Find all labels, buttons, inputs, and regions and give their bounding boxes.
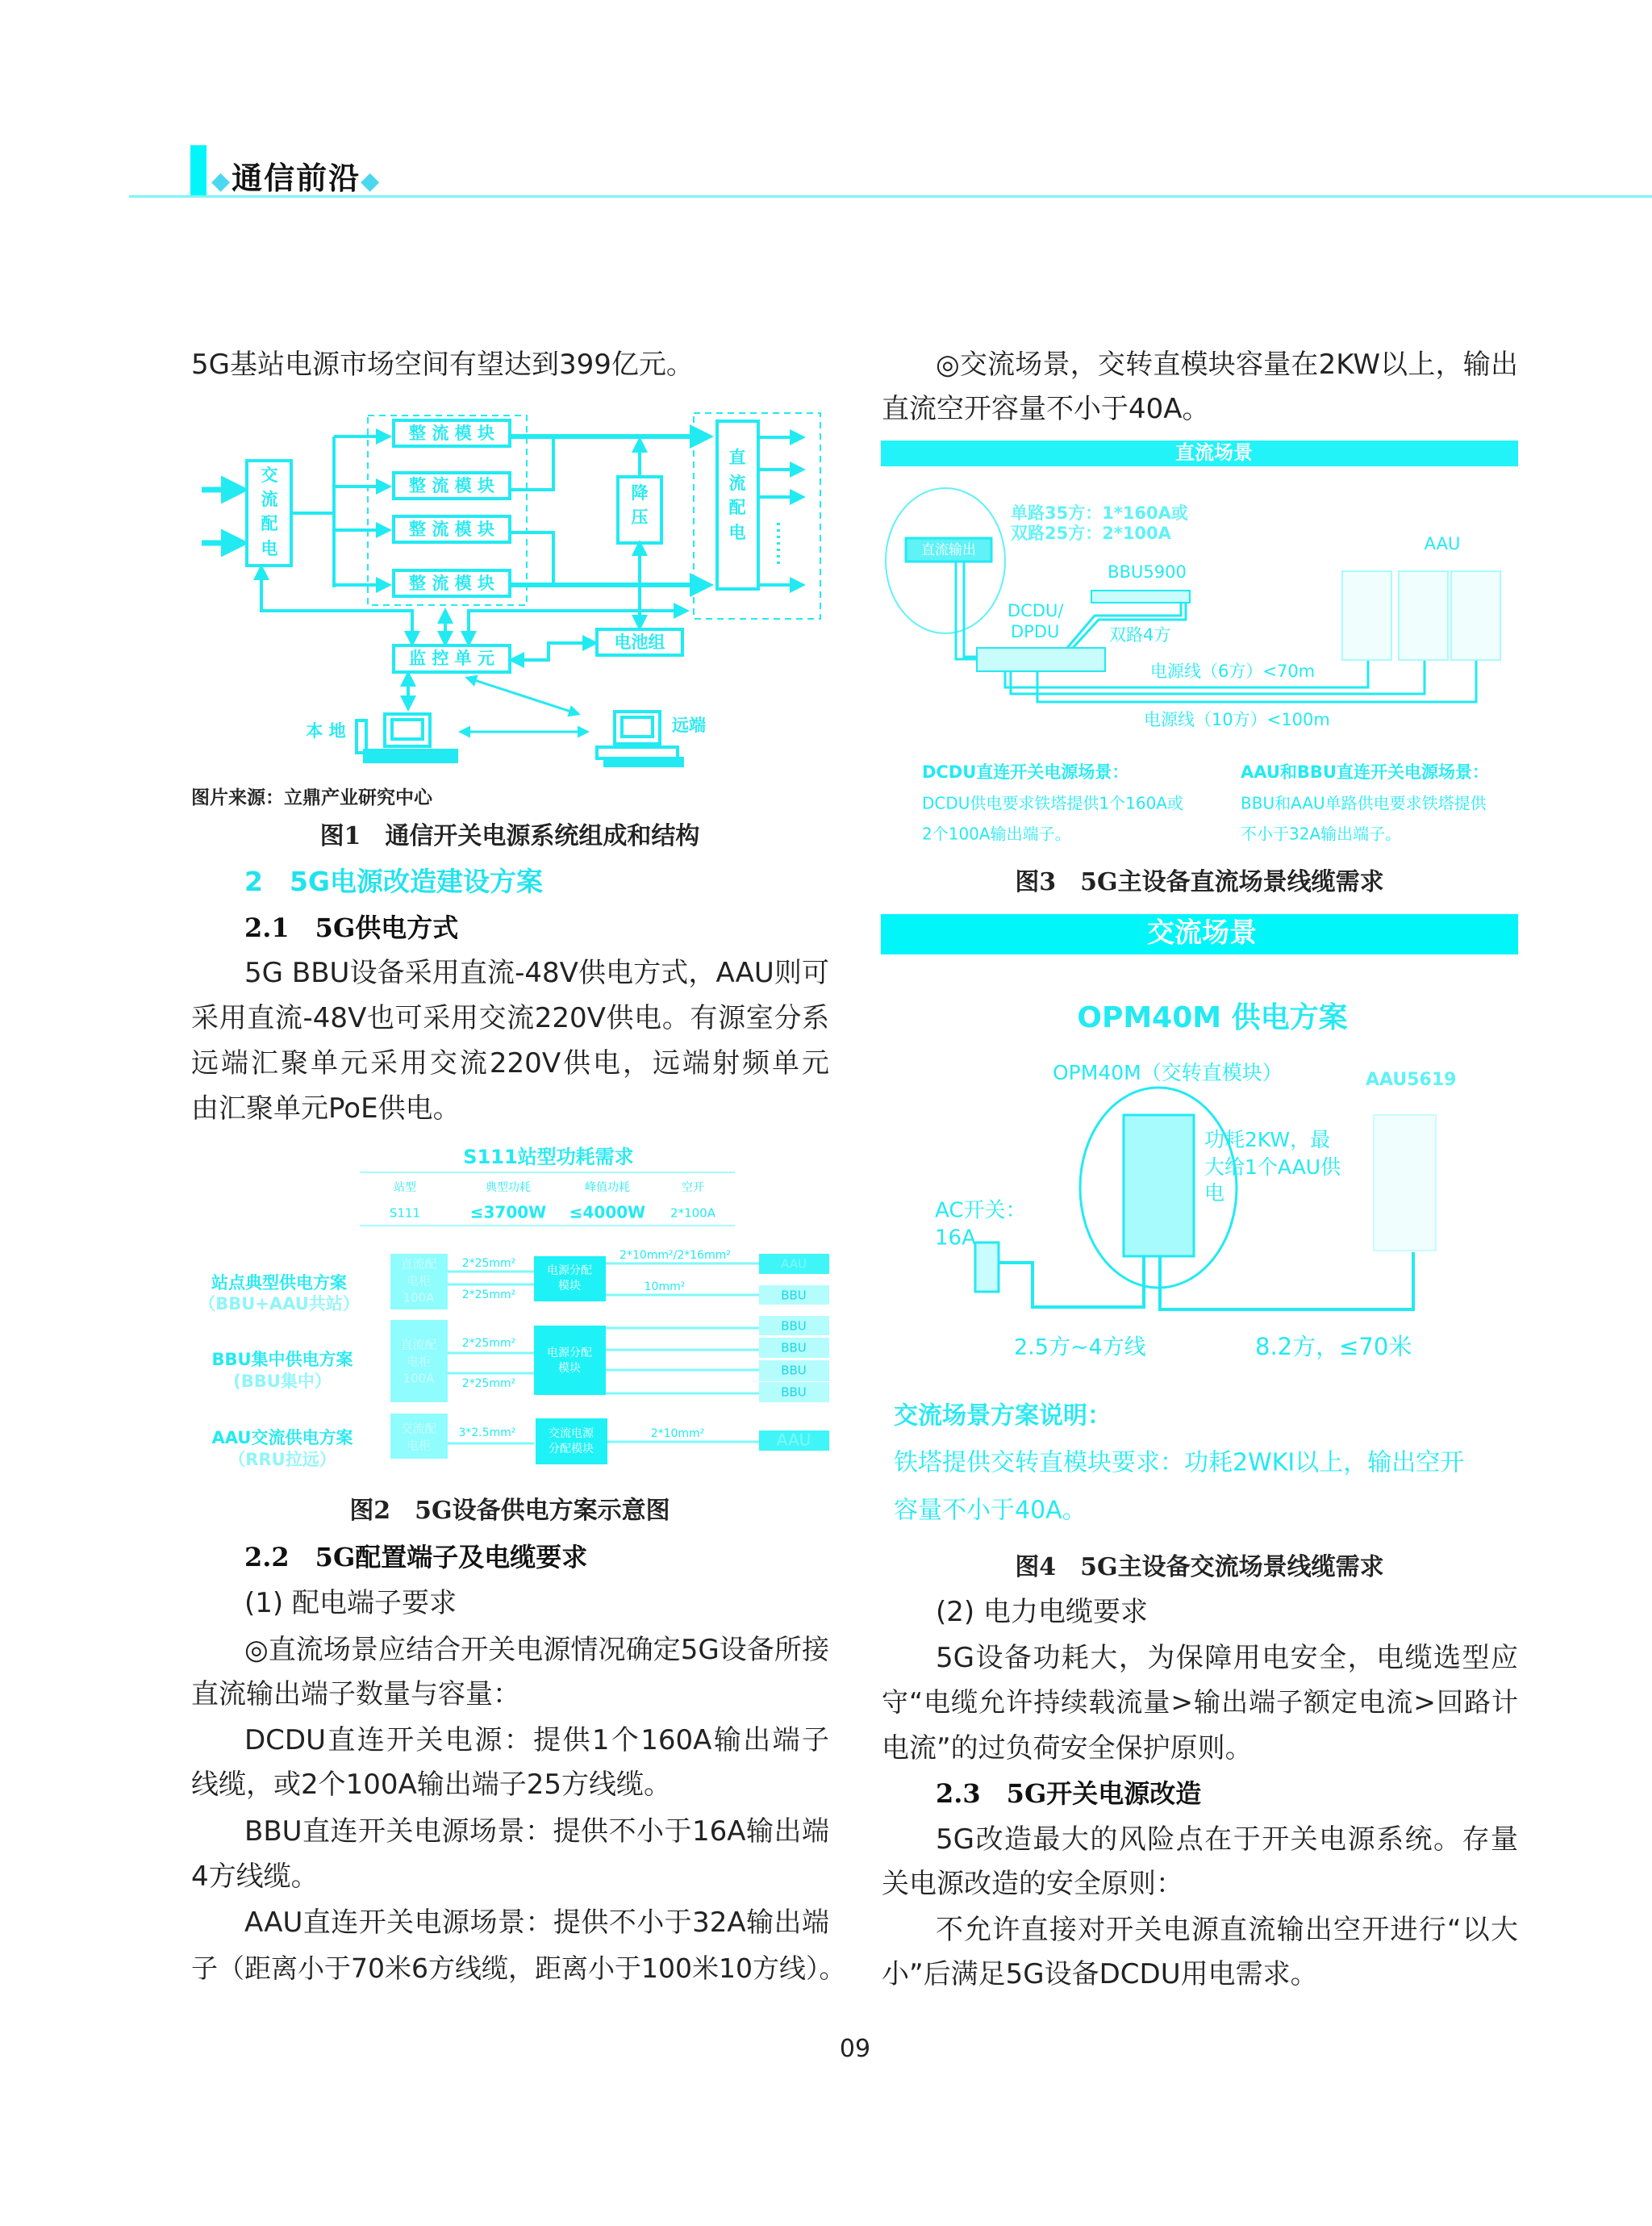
cable-spec: 2*25mm² — [461, 1257, 516, 1270]
ac-label: 电 — [261, 539, 278, 558]
cabinet-label: 100A — [403, 1290, 435, 1305]
paragraph-line: 由汇聚单元PoE供电。 — [191, 1092, 461, 1125]
figure4-diagram — [881, 914, 1518, 1309]
power-note: 大给1个AAU供 — [1204, 1155, 1341, 1179]
cable-spec: 2*10mm²/2*16mm² — [620, 1249, 731, 1262]
paragraph-line: 子（距离小于70米6方线缆，距离小于100米10方线）。 — [191, 1952, 846, 1984]
cable-spec: 2*25mm² — [461, 1288, 516, 1301]
ac-distribution-module — [536, 1418, 607, 1464]
ac-desc-title: 交流场景方案说明： — [894, 1401, 1112, 1430]
table-cell: S111 — [389, 1205, 421, 1221]
aau-device — [1451, 571, 1500, 660]
module-label: 模块 — [558, 1362, 581, 1375]
local-computer-icon — [357, 714, 457, 762]
cabinet-label: 直流配 — [400, 1337, 437, 1352]
rectifier-label: 整 流 模 块 — [409, 520, 494, 539]
cable-left-label: 2.5方~4方线 — [1014, 1334, 1146, 1360]
bbu-device — [1091, 591, 1190, 603]
figure2-caption: 图2 5G设备供电方案示意图 — [349, 1497, 670, 1525]
battery-label: 电池组 — [614, 633, 665, 652]
paragraph-line: 电流”的过负荷安全保护原则。 — [882, 1732, 1253, 1765]
module-label: 模块 — [558, 1280, 581, 1293]
aau-label: AAU — [1424, 534, 1461, 553]
table-header: 峰值功耗 — [585, 1181, 630, 1194]
paragraph-line: 直流空开容量不小于40A。 — [882, 393, 1210, 425]
cabinet-label: 电柜 — [406, 1438, 432, 1453]
dc-label: 直 — [728, 448, 746, 467]
local-label: 本 地 — [306, 721, 346, 741]
rectifier-label: 整 流 模 块 — [409, 424, 494, 443]
figure1-diagram — [202, 413, 820, 766]
dc-label: 流 — [728, 474, 746, 493]
target-label: BBU — [781, 1318, 807, 1334]
cable-spec: 2*10mm² — [650, 1427, 705, 1440]
figure2-labels — [198, 1146, 811, 1469]
diamond-icon: ◆ — [361, 167, 382, 195]
table-cell: ≤3700W — [469, 1202, 547, 1222]
cable10-label: 电源线（10方）<100m — [1144, 710, 1330, 729]
step-down-label: 降 — [631, 483, 649, 503]
table-cell: ≤4000W — [569, 1202, 646, 1222]
cable-right-label: 8.2方，≤70米 — [1255, 1333, 1412, 1360]
paragraph-line: 守“电缆允许持续载流量>输出端子额定电流>回路计 — [882, 1686, 1518, 1718]
paragraph-line: 5G设备功耗大，为保障用电安全，电缆选型应 — [936, 1642, 1518, 1674]
aau-device — [1399, 571, 1448, 660]
target-label: AAU — [781, 1256, 807, 1272]
paragraph-line: 5G改造最大的风险点在于开关电源系统。存量 — [936, 1823, 1518, 1856]
opm40m-title: OPM40M 供电方案 — [1077, 1001, 1348, 1034]
diamond-icon: ◆ — [211, 167, 232, 195]
dual-cable-label: 双路4方 — [1109, 625, 1171, 645]
paragraph-line: 4方线缆。 — [191, 1861, 319, 1893]
dcdu-note-line: 2个100A输出端子。 — [922, 824, 1071, 844]
cable-spec: 2*25mm² — [461, 1337, 516, 1350]
figure3-caption: 图3 5G主设备直流场景线缆需求 — [1015, 868, 1384, 896]
module-label: OPM40M（交转直模块） — [1053, 1061, 1283, 1084]
dc-scene-title: 直流场景 — [1175, 441, 1253, 464]
scheme-sub: （BBU+AAU共站） — [198, 1294, 360, 1313]
aau-bbu-note-line: 不小于32A输出端子。 — [1241, 824, 1402, 844]
module-label: 交流电源 — [549, 1427, 594, 1440]
spec-line: 双路25方：2*100A — [1011, 524, 1171, 543]
ac-switch-label: AC开关： — [935, 1198, 1027, 1223]
aau-label: AAU5619 — [1366, 1070, 1457, 1090]
ac-switch — [975, 1242, 999, 1292]
cabinet-label: 交流配 — [400, 1421, 437, 1436]
module-label: 电源分配 — [547, 1264, 592, 1277]
cable-spec: 2*25mm² — [461, 1377, 516, 1390]
figure2-title: S111站型功耗需求 — [463, 1146, 634, 1168]
step-down-label: 压 — [631, 507, 649, 527]
scheme-name: 站点典型供电方案 — [211, 1273, 347, 1293]
paragraph-line: 线缆，或2个100A输出端子25方线缆。 — [191, 1769, 672, 1801]
aau-bbu-note-line: BBU和AAU单路供电要求铁塔提供 — [1241, 793, 1487, 813]
subsection2-title: (2) 电力电缆要求 — [936, 1596, 1148, 1628]
scheme-sub: (BBU集中） — [233, 1372, 332, 1391]
ac-label: 交 — [261, 466, 278, 485]
paragraph-line: 不允许直接对开关电源直流输出空开进行“以大 — [936, 1914, 1518, 1946]
rectifier-label: 整 流 模 块 — [409, 476, 494, 495]
ac-desc-line: 铁塔提供交转直模块要求：功耗2WKI以上，输出空开 — [894, 1448, 1465, 1477]
scheme-name: BBU集中供电方案 — [211, 1350, 353, 1369]
cabinet-label: 电柜 — [406, 1354, 432, 1369]
monitor-label: 监 控 单 元 — [409, 649, 494, 668]
cable-spec: 3*2.5mm² — [458, 1426, 516, 1439]
target-label: AAU — [776, 1430, 811, 1450]
target-label: BBU — [781, 1363, 807, 1378]
paragraph-line: AAU直连开关电源场景：提供不小于32A输出端 — [244, 1907, 829, 1939]
ac-label: 流 — [261, 490, 278, 509]
aau-bbu-note-title: AAU和BBU直连开关电源场景： — [1241, 762, 1489, 782]
opm40m-module — [1124, 1115, 1194, 1256]
scheme-name: AAU交流供电方案 — [211, 1428, 353, 1447]
remote-computer-icon — [597, 712, 682, 766]
paragraph-line: DCDU直连开关电源：提供1个160A输出端子 — [244, 1724, 829, 1756]
bbu-label: BBU5900 — [1108, 562, 1187, 582]
dcdu-label: DCDU/ — [1007, 601, 1064, 620]
paragraph-line: 关电源改造的安全原则： — [882, 1868, 1183, 1900]
paragraph-line: 小”后满足5G设备DCDU用电需求。 — [882, 1958, 1318, 1990]
table-header: 典型功耗 — [486, 1181, 531, 1194]
paragraph-line: 5G BBU设备采用直流-48V供电方式，AAU则可 — [244, 957, 829, 989]
power-note: 电 — [1204, 1181, 1225, 1205]
intro-line: 5G基站电源市场空间有望达到399亿元。 — [191, 349, 694, 381]
dcdu-device — [977, 648, 1105, 671]
target-label: BBU — [781, 1340, 807, 1355]
table-cell: 2*100A — [670, 1205, 715, 1221]
paragraph-line: 远端汇聚单元采用交流220V供电，远端射频单元 — [191, 1047, 829, 1080]
cabinet-label: 100A — [403, 1371, 435, 1386]
paragraph-line: ◎交流场景，交转直模块容量在2KW以上，输出 — [936, 349, 1518, 381]
paragraph-line: 直流输出端子数量与容量： — [191, 1678, 520, 1710]
figure1-source: 图片来源：立鼎产业研究中心 — [191, 787, 432, 808]
cable6-label: 电源线（6方）<70m — [1150, 662, 1316, 681]
dcdu-note-line: DCDU供电要求铁塔提供1个160A或 — [922, 793, 1183, 813]
ac-scene-title: 交流场景 — [1147, 917, 1257, 950]
ac-desc-line: 容量不小于40A。 — [894, 1496, 1087, 1525]
cabinet-label: 直流配 — [400, 1256, 437, 1272]
scheme-sub: （RRU拉远） — [228, 1450, 336, 1469]
dcdu-note-title: DCDU直连开关电源场景： — [922, 762, 1129, 782]
section2-title: 2 5G电源改造建设方案 — [244, 866, 544, 897]
power-distribution-module — [534, 1256, 606, 1301]
cabinet-label: 电柜 — [406, 1273, 432, 1288]
cable-spec: 10mm² — [644, 1280, 686, 1293]
power-note: 功耗2KW，最 — [1204, 1128, 1331, 1151]
dc-label: 电 — [728, 523, 746, 542]
target-label: BBU — [781, 1384, 807, 1400]
ac-switch-label: 16A — [935, 1226, 976, 1251]
dc-output-label: 直流输出 — [921, 542, 976, 558]
section22-title: 2.2 5G配置端子及电缆要求 — [244, 1542, 588, 1572]
table-header: 站型 — [394, 1181, 416, 1194]
target-label: BBU — [781, 1288, 807, 1303]
figure1-caption: 图1 通信开关电源系统组成和结构 — [319, 822, 700, 850]
ac-label: 配 — [261, 514, 278, 533]
table-header: 空开 — [682, 1181, 704, 1194]
dc-label: 配 — [728, 498, 746, 517]
module-label: 分配模块 — [549, 1443, 594, 1455]
paragraph-line: BBU直连开关电源场景：提供不小于16A输出端 — [244, 1815, 829, 1848]
aau5619-device — [1374, 1115, 1436, 1251]
section23-title: 2.3 5G开关电源改造 — [936, 1778, 1202, 1809]
section21-title: 2.1 5G供电方式 — [244, 913, 459, 943]
dcdu-label: DPDU — [1011, 622, 1060, 641]
spec-line: 单路35方：1*160A或 — [1011, 503, 1188, 523]
paragraph-line: ◎直流场景应结合开关电源情况确定5G设备所接 — [244, 1634, 829, 1666]
aau-device — [1342, 571, 1391, 660]
section-header-title: 通信前沿 — [232, 161, 361, 196]
subsection1-title: (1) 配电端子要求 — [244, 1587, 457, 1619]
module-label: 电源分配 — [547, 1347, 592, 1359]
page-number: 09 — [839, 2035, 871, 2063]
figure4-caption: 图4 5G主设备交流场景线缆需求 — [1015, 1553, 1384, 1581]
paragraph-line: 采用直流-48V也可采用交流220V供电。有源室分系 — [191, 1002, 829, 1034]
power-distribution-module — [534, 1326, 606, 1395]
rectifier-label: 整 流 模 块 — [409, 574, 494, 593]
remote-label: 远端 — [672, 716, 706, 735]
